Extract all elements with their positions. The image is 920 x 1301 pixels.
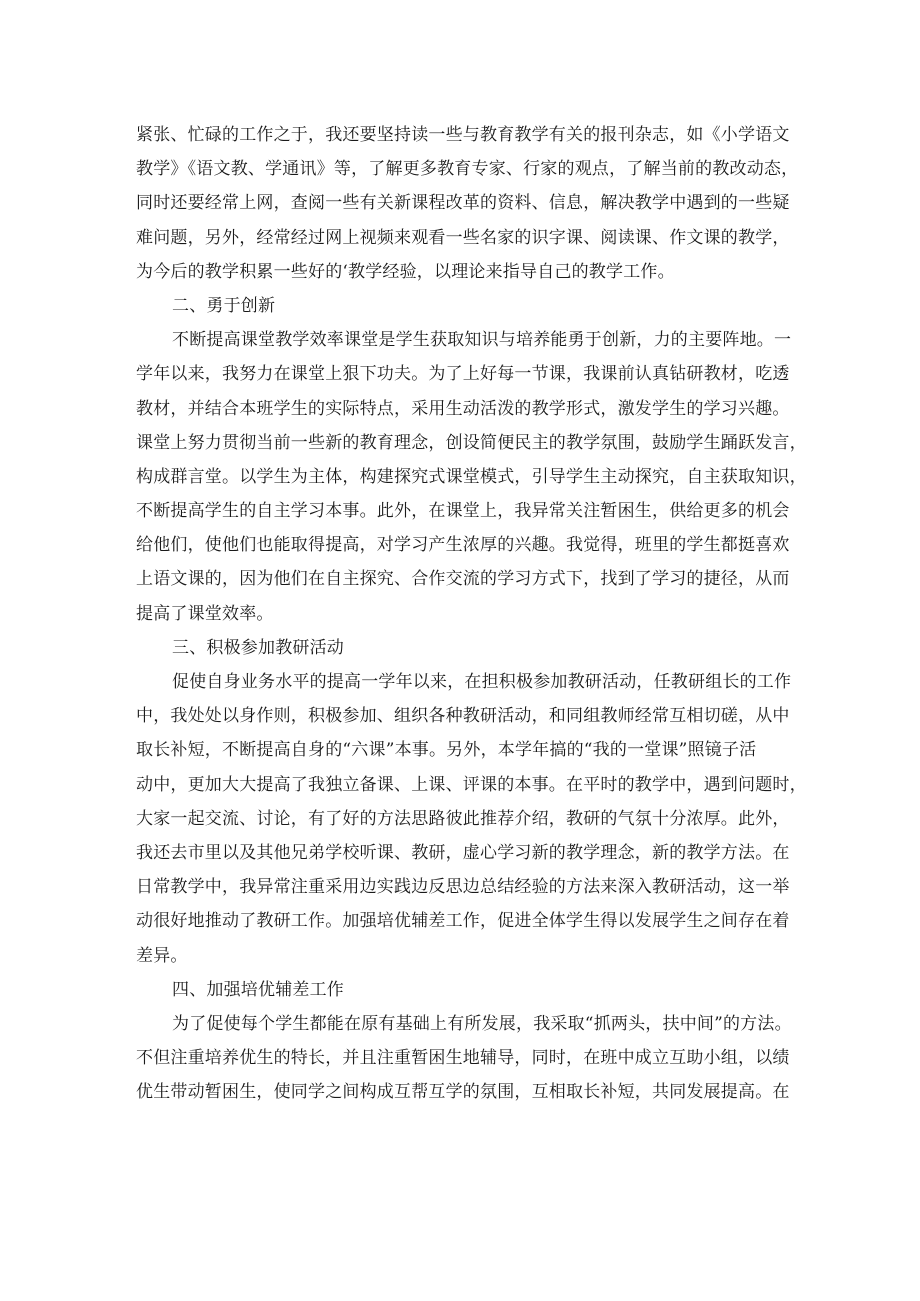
text-line: 促使自身业务水平的提高一学年以来，在担积极参加教研活动，任教研组长的工作 bbox=[172, 672, 792, 692]
text-line: 难问题，另外，经常经过网上视频来观看一些名家的识字课、阅读课、作文课的教学， bbox=[136, 227, 790, 248]
text-line: 学年以来，我努力在课堂上狠下功夫。为了上好每一节课，我课前认真钻研教材，吃透 bbox=[136, 364, 790, 385]
text-line: 动很好地推动了教研工作。加强培优辅差工作，促进全体学生得以发展学生之间存在着 bbox=[136, 911, 790, 932]
text-line: 紧张、忙碌的工作之于，我还要坚持读一些与教育教学有关的报刊杂志，如《小学语文 bbox=[136, 125, 790, 145]
text-line: 不断提高学生的自主学习本事。此外，在课堂上，我异常关注暂困生，供给更多的机会 bbox=[136, 501, 790, 522]
text-line: 给他们，使他们也能取得提高，对学习产生浓厚的兴趣。我觉得，班里的学生都挺喜欢 bbox=[136, 535, 790, 556]
text-line: 我还去市里以及其他兄弟学校听课、教研，虚心学习新的教学理念，新的教学方法。在 bbox=[136, 842, 790, 863]
text-line: 差异。 bbox=[136, 945, 188, 966]
text-line: 取长补短，不断提高自身的“六课”本事。另外，本学年搞的“我的一堂课”照镜子活 bbox=[136, 740, 757, 761]
text-line: 构成群言堂。以学生为主体，构建探究式课堂模式，引导学生主动探究，自主获取知识， bbox=[136, 466, 807, 487]
section-heading: 三、积极参加教研活动 bbox=[172, 637, 344, 658]
text-line: 中，我处处以身作则，积极参加、组织各种教研活动，和同组教师经常互相切磋，从中 bbox=[136, 706, 790, 727]
text-line: 提高了课堂效率。 bbox=[136, 603, 274, 624]
text-line: 为了促使每个学生都能在原有基础上有所发展，我采取“抓两头，扶中间”的方法。 bbox=[172, 1013, 792, 1034]
text-line: 上语文课的，因为他们在自主探究、合作交流的学习方式下，找到了学习的捷径，从而 bbox=[136, 569, 790, 590]
document-body bbox=[136, 118, 807, 1109]
text-line: 优生带动暂困生，使同学之间构成互帮互学的氛围，互相取长补短，共同发展提高。在 bbox=[136, 1082, 790, 1103]
text-line: 不但注重培养优生的特长，并且注重暂困生地辅导，同时，在班中成立互助小组，以绩 bbox=[136, 1048, 790, 1069]
text-line: 不断提高课堂教学效率课堂是学生获取知识与培养能勇于创新，力的主要阵地。一 bbox=[172, 330, 792, 351]
text-line: 为今后的教学积累一些好的‘教学经验，以理论来指导自己的教学工作。 bbox=[136, 261, 675, 282]
text-line: 教学》《语文教、学通讯》等，了解更多教育专家、行家的观点，了解当前的教改动态， bbox=[136, 159, 799, 180]
text-line: 大家一起交流、讨论，有了好的方法思路彼此推荐介绍，教研的气氛十分浓厚。此外， bbox=[136, 808, 790, 829]
text-line: 动中，更加大大提高了我独立备课、上课、评课的本事。在平时的教学中，遇到问题时， bbox=[136, 774, 807, 795]
text-line: 课堂上努力贯彻当前一些新的教育理念，创设简便民主的教学氛围，鼓励学生踊跃发言， bbox=[136, 432, 807, 453]
text-line: 同时还要经常上网，查阅一些有关新课程改革的资料、信息，解决教学中遇到的一些疑 bbox=[136, 193, 790, 214]
text-line: 教材，并结合本班学生的实际特点，采用生动活泼的教学形式，激发学生的学习兴趣。 bbox=[136, 398, 790, 419]
section-heading: 四、加强培优辅差工作 bbox=[172, 979, 344, 1000]
section-heading: 二、勇于创新 bbox=[172, 295, 276, 316]
text-line: 日常教学中，我异常注重采用边实践边反思边总结经验的方法来深入教研活动，这一举 bbox=[136, 877, 790, 898]
